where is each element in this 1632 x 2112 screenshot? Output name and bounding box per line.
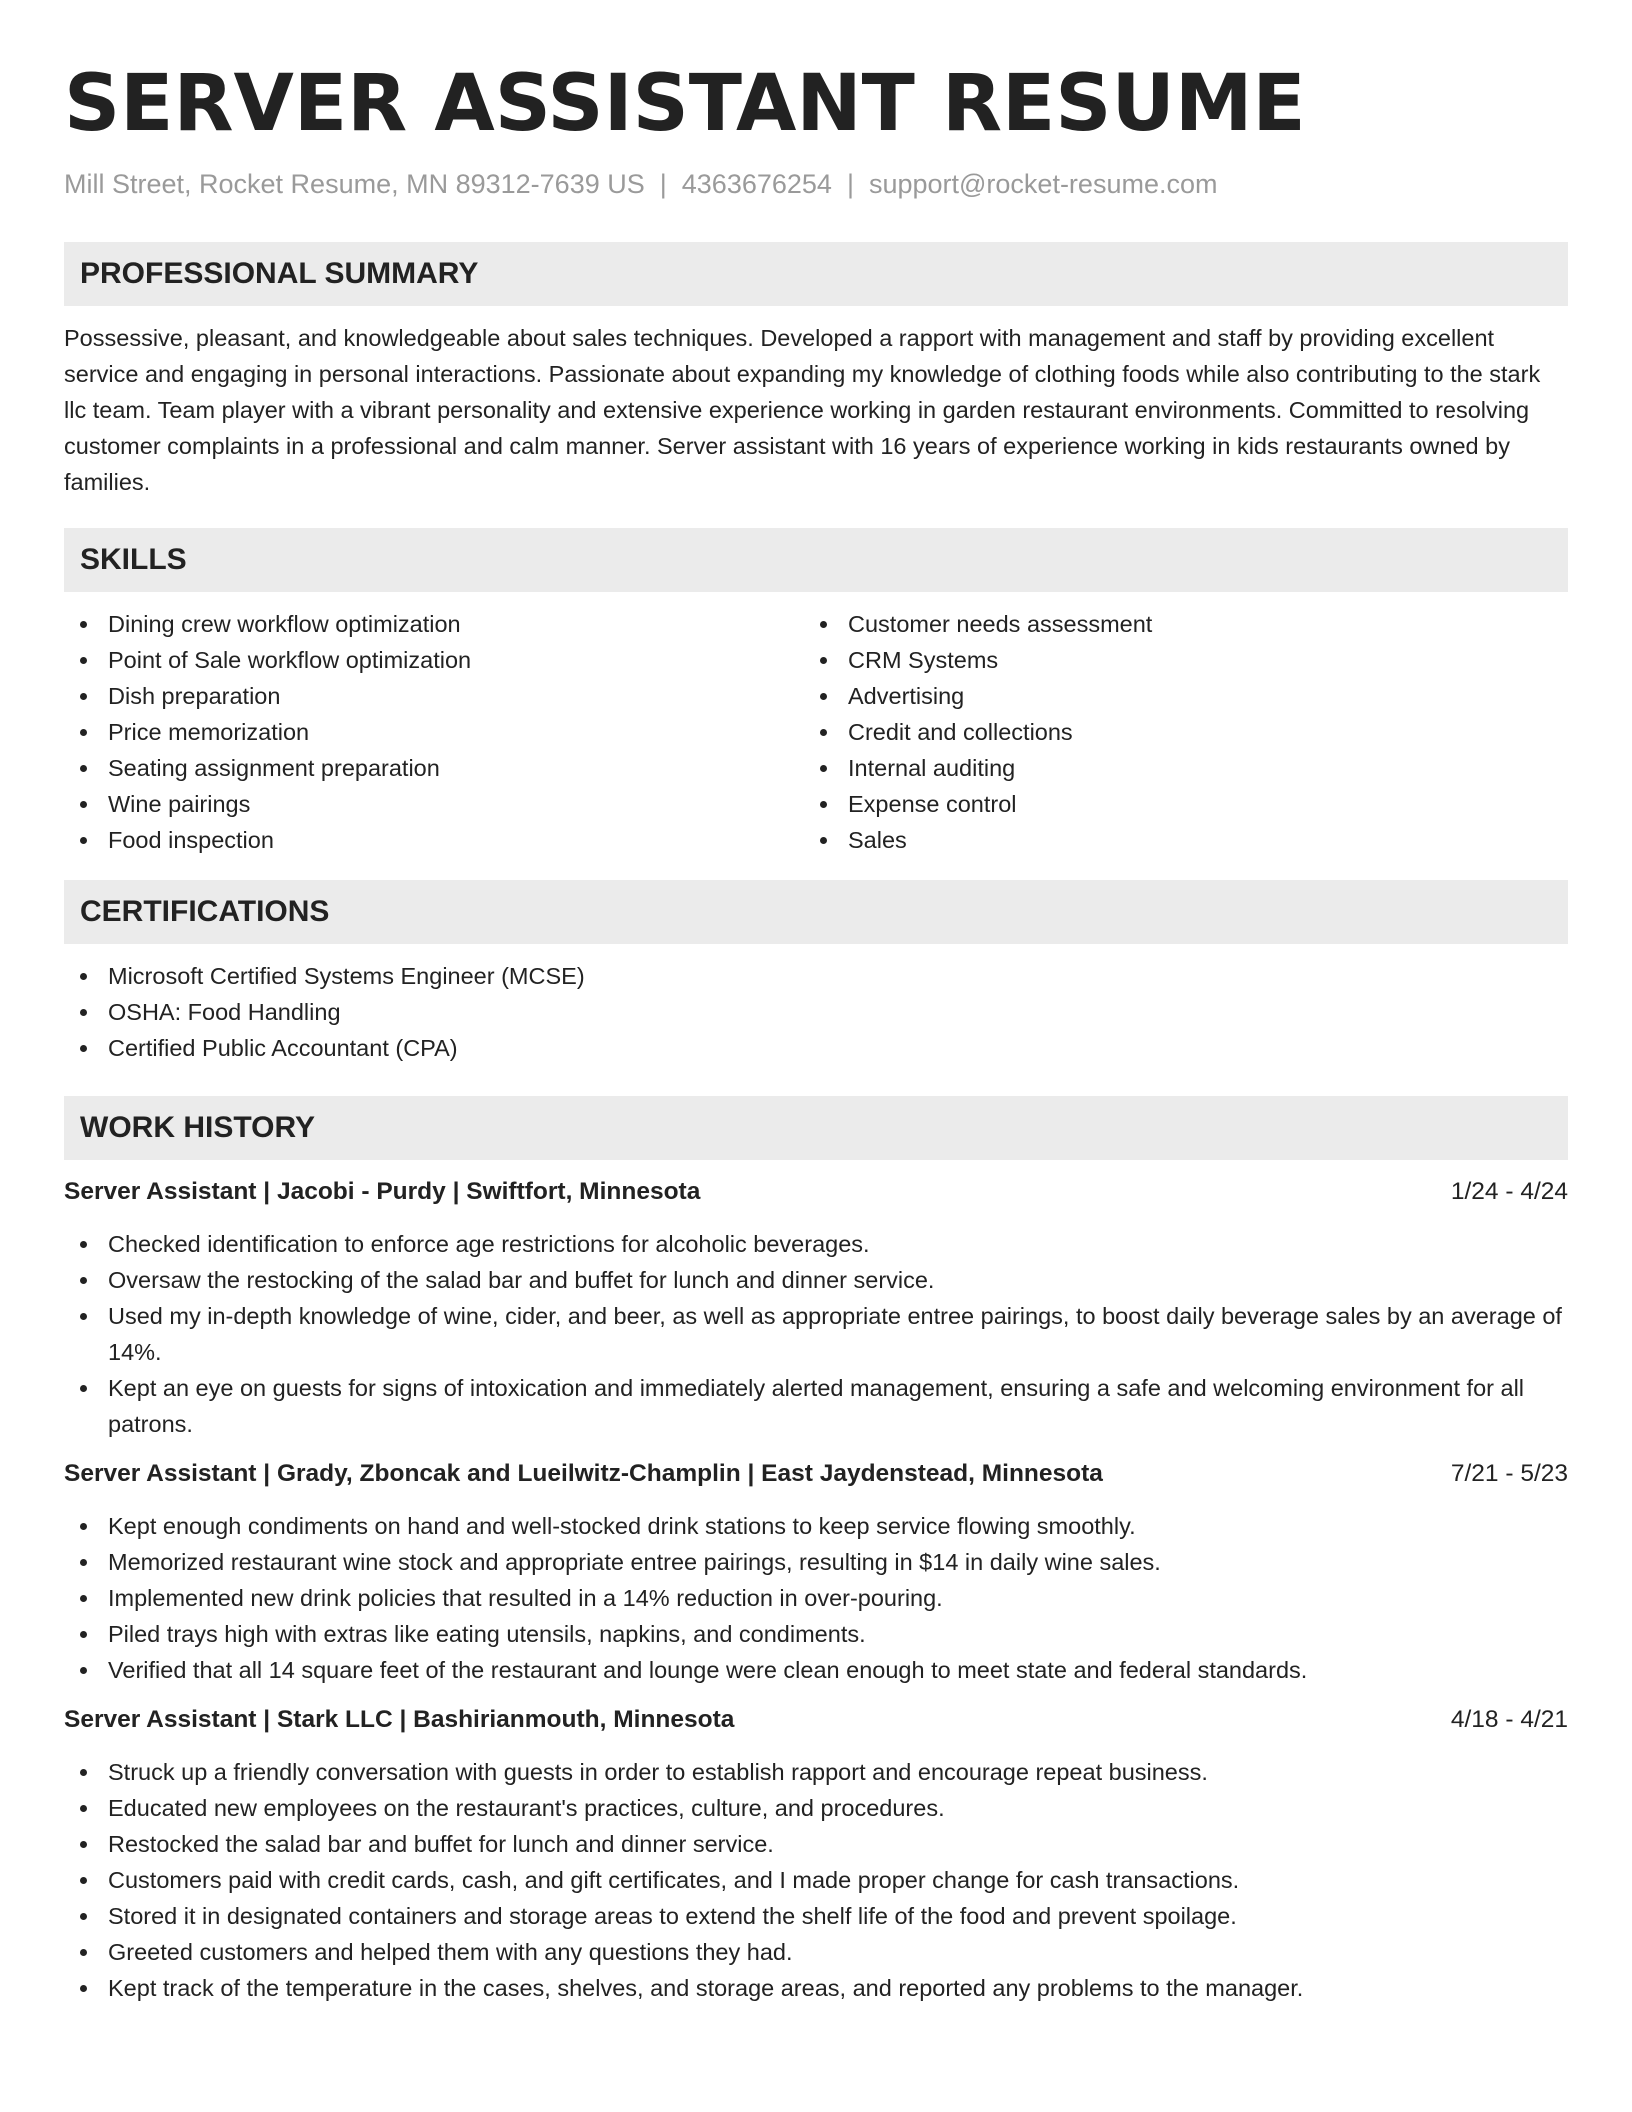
- skill-item: Customer needs assessment: [804, 606, 1544, 642]
- skill-item: Sales: [804, 822, 1544, 858]
- job-title: Server Assistant | Jacobi - Purdy | Swiftfort, Minnesota: [64, 1178, 701, 1205]
- job-title: Server Assistant | Stark LLC | Bashirianmouth, Minnesota: [64, 1706, 735, 1733]
- skill-item: Internal auditing: [804, 750, 1544, 786]
- job-bullet: Checked identification to enforce age restrictions for alcoholic beverages.: [64, 1226, 1568, 1262]
- job-dates: 4/18 - 4/21: [1450, 1706, 1568, 1733]
- skill-item: Advertising: [804, 678, 1544, 714]
- skills-list-right: [804, 606, 1544, 858]
- certifications-heading: CERTIFICATIONS: [64, 880, 1568, 944]
- job-header: [64, 1702, 1568, 1738]
- job-dates: 1/24 - 4/24: [1450, 1178, 1568, 1205]
- certifications-list: [64, 958, 1568, 1066]
- job-bullet: Kept track of the temperature in the cases, shelves, and storage areas, and reported any problems to the manager.: [64, 1970, 1568, 2006]
- job-bullet-list: [64, 1226, 1568, 1442]
- skill-item: Wine pairings: [64, 786, 804, 822]
- job-bullet-list: [64, 1754, 1568, 2006]
- job-bullet: Oversaw the restocking of the salad bar and buffet for lunch and dinner service.: [64, 1262, 1568, 1298]
- skill-item: Credit and collections: [804, 714, 1544, 750]
- summary-heading: PROFESSIONAL SUMMARY: [64, 242, 1568, 306]
- skill-item: Seating assignment preparation: [64, 750, 804, 786]
- skills-heading: SKILLS: [64, 528, 1568, 592]
- job-entry: [64, 1174, 1568, 1442]
- skill-item: Dining crew workflow optimization: [64, 606, 804, 642]
- contact-email: support@rocket-resume.com: [868, 169, 1218, 199]
- skills-list-left: [64, 606, 804, 858]
- job-bullet: Greeted customers and helped them with any questions they had.: [64, 1934, 1568, 1970]
- job-bullet: Customers paid with credit cards, cash, and gift certificates, and I made proper change for cash transactions.: [64, 1862, 1568, 1898]
- skills-section: [64, 528, 1568, 858]
- certifications-section: [64, 880, 1568, 1066]
- job-header: [64, 1456, 1568, 1492]
- skill-item: Expense control: [804, 786, 1544, 822]
- job-bullet: Memorized restaurant wine stock and appropriate entree pairings, resulting in $14 in daily wine sales.: [64, 1544, 1568, 1580]
- job-header: [64, 1174, 1568, 1210]
- skills-columns: [64, 606, 1568, 858]
- job-bullet: Kept an eye on guests for signs of intoxication and immediately alerted management, ensuring a safe and welcoming environment for all patrons.: [64, 1370, 1568, 1442]
- job-bullet: Stored it in designated containers and storage areas to extend the shelf life of the food and prevent spoilage.: [64, 1898, 1568, 1934]
- summary-text: Possessive, pleasant, and knowledgeable about sales techniques. Developed a rapport with management and staff by providing excellent service and engaging in personal interactions. Passionate about expanding my knowledge of clothing foods while also contributing to the stark llc team. Team player with a vibrant personality and extensive experience working in garden restaurant environments. Committed to resolving customer complaints in a professional and calm manner. Server assistant with 16 years of experience working in kids restaurants owned by families.: [64, 325, 1541, 495]
- job-bullet: Used my in-depth knowledge of wine, cider, and beer, as well as appropriate entree pairings, to boost daily beverage sales by an average of 14%.: [64, 1298, 1568, 1370]
- job-bullet: Verified that all 14 square feet of the restaurant and lounge were clean enough to meet state and federal standards.: [64, 1652, 1568, 1688]
- job-bullet-list: [64, 1508, 1568, 1688]
- work-history-section: [64, 1096, 1568, 2006]
- summary-section: [64, 242, 1568, 500]
- job-entry: [64, 1456, 1568, 1688]
- resume-title: SERVER ASSISTANT RESUME: [64, 59, 1306, 149]
- contact-phone: 4363676254: [681, 169, 832, 199]
- job-title: Server Assistant | Grady, Zboncak and Lueilwitz-Champlin | East Jaydenstead, Minnesota: [64, 1460, 1103, 1487]
- contact-address: Mill Street, Rocket Resume, MN 89312-7639 US: [64, 169, 645, 199]
- contact-separator: |: [846, 169, 854, 199]
- skill-item: Price memorization: [64, 714, 804, 750]
- contact-line: [64, 166, 1568, 202]
- job-bullet: Piled trays high with extras like eating utensils, napkins, and condiments.: [64, 1616, 1568, 1652]
- work-history-heading: WORK HISTORY: [64, 1096, 1568, 1160]
- certification-item: Microsoft Certified Systems Engineer (MCSE): [64, 958, 1568, 994]
- job-bullet: Restocked the salad bar and buffet for lunch and dinner service.: [64, 1826, 1568, 1862]
- skill-item: Food inspection: [64, 822, 804, 858]
- job-bullet: Educated new employees on the restaurant's practices, culture, and procedures.: [64, 1790, 1568, 1826]
- skill-item: Point of Sale workflow optimization: [64, 642, 804, 678]
- job-dates: 7/21 - 5/23: [1450, 1460, 1568, 1487]
- job-entry: [64, 1702, 1568, 2006]
- skill-item: CRM Systems: [804, 642, 1544, 678]
- job-bullet: Kept enough condiments on hand and well-stocked drink stations to keep service flowing smoothly.: [64, 1508, 1568, 1544]
- certification-item: OSHA: Food Handling: [64, 994, 1568, 1030]
- contact-separator: |: [659, 169, 667, 199]
- job-bullet: Implemented new drink policies that resulted in a 14% reduction in over-pouring.: [64, 1580, 1568, 1616]
- job-bullet: Struck up a friendly conversation with guests in order to establish rapport and encourage repeat business.: [64, 1754, 1568, 1790]
- skill-item: Dish preparation: [64, 678, 804, 714]
- certification-item: Certified Public Accountant (CPA): [64, 1030, 1568, 1066]
